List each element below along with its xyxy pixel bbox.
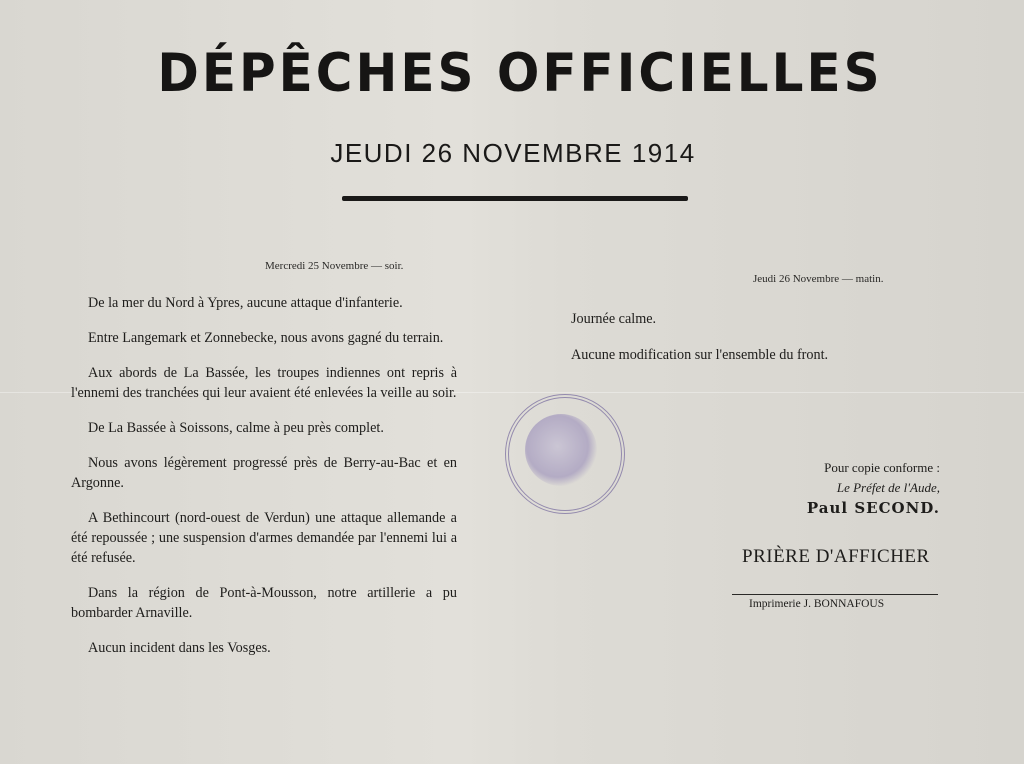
dispatch-paragraph: De la mer du Nord à Ypres, aucune attaque d'infanterie. (88, 295, 403, 311)
dispatch-paragraph: A Bethincourt (nord-ouest de Verdun) une attaque allemande a été repoussée ; une suspension d'armes demandée par l'ennemi lui a été refusée. (71, 510, 457, 566)
document-date: JEUDI 26 NOVEMBRE 1914 (330, 138, 696, 168)
dispatch-paragraph: Aucun incident dans les Vosges. (88, 640, 271, 656)
dispatch-paragraph: Dans la région de Pont-à-Mousson, notre artillerie a pu bombarder Arnaville. (71, 585, 457, 621)
dispatch-paragraph: De La Bassée à Soissons, calme à peu près complet. (88, 420, 384, 436)
printer-rule (732, 594, 938, 595)
dispatch-paragraph: Journée calme. (571, 311, 657, 327)
posting-notice: PRIÈRE D'AFFICHER (742, 546, 930, 567)
prefet-name: Paul SECOND. (806, 499, 940, 517)
pour-copie-conforme: Pour copie conforme : (824, 460, 940, 475)
dispatch-paragraph: Aux abords de La Bassée, les troupes indiennes ont repris à l'ennemi des tranchées qui leur avaient été enlevées la veille au soir. (71, 365, 457, 401)
dispatch-paragraph: Aucune modification sur l'ensemble du front. (571, 347, 829, 363)
prefet-title: Le Préfet de l'Aude, (836, 480, 940, 495)
right-column-heading: Jeudi 26 Novembre — matin. (753, 273, 884, 285)
printer-credit: Imprimerie J. BONNAFOUS (749, 598, 885, 610)
dispatch-paragraph: Entre Langemark et Zonnebecke, nous avons gagné du terrain. (88, 330, 444, 346)
document-title: DÉPÊCHES OFFICIELLES (157, 42, 883, 104)
title-rule (342, 196, 688, 201)
left-column-heading: Mercredi 25 Novembre — soir. (265, 260, 404, 272)
left-column-dispatches (71, 293, 457, 673)
prefecture-stamp (505, 394, 625, 514)
stamp-emblem (525, 414, 597, 486)
dispatch-paragraph: Nous avons légèrement progressé près de Berry-au-Bac et en Argonne. (71, 455, 457, 491)
